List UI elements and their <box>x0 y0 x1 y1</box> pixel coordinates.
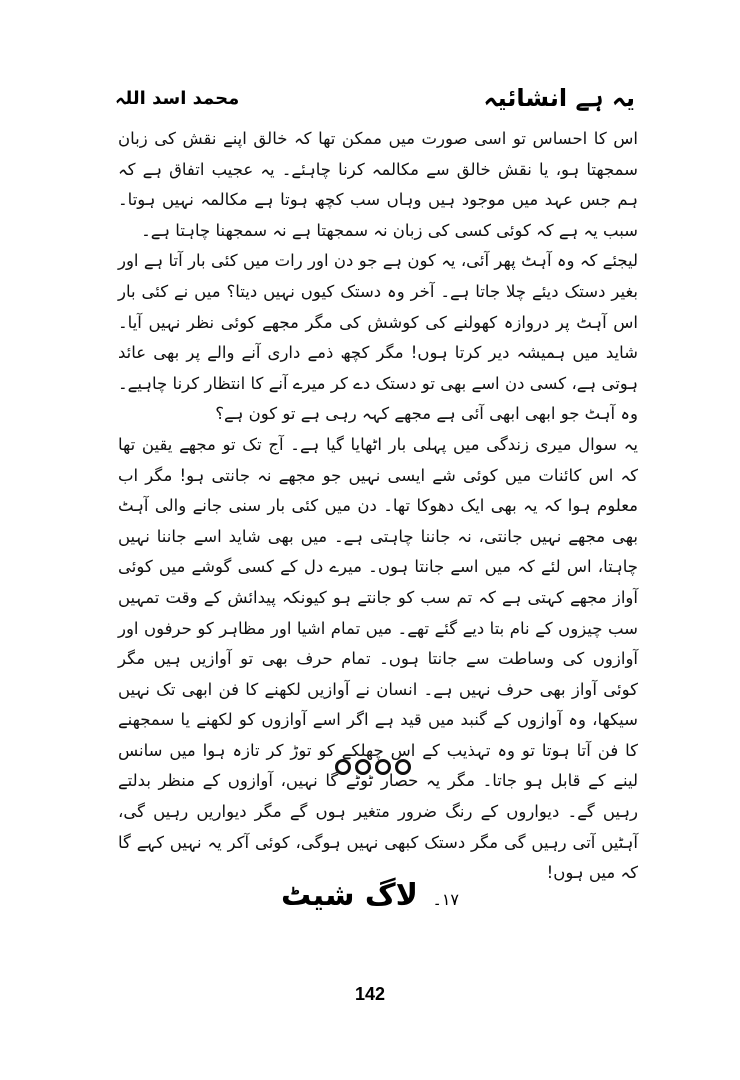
ring-icon <box>395 759 411 775</box>
paragraph: اس کا احساس تو اسی صورت میں ممکن تھا کہ خالق اپنے نقش کی زبان سمجھتا ہو، یا نقش خالق سے مکالمہ کرنا چاہئے۔ یہ عجیب اتفاق ہے کہ ہم جس عہد میں موجود ہیں وہاں سب کچھ ہوتا ہے مکالمہ نہیں ہوتا۔ سبب یہ ہے کہ کوئی کسی کی زبان نہ سمجھتا ہے نہ سمجھنا چاہتا ہے۔ <box>118 129 638 240</box>
ring-icon <box>355 759 371 775</box>
page-number: 142 <box>354 984 386 1004</box>
next-essay-heading <box>230 878 510 938</box>
paragraph: لیجئے کہ وہ آہٹ پھر آئی، یہ کون ہے جو دن اور رات میں کئی بار آتا ہے اور بغیر دستک دیئے چلا جاتا ہے۔ آخر وہ دستک کیوں نہیں دیتا؟ میں نے کئی بار اس آہٹ پر دروازہ کھولنے کی کوشش کی مگر مجھے کوئی نظر نہیں آیا۔ شاید میں ہمیشہ دیر کرتا ہوں! مگر کچھ ذمے داری آنے والے پر بھی عائد ہوتی ہے، کسی دن اسے بھی تو دستک دے کر میرے آنے کا انتظار کرنا چاہیے۔ وہ آہٹ جو ابھی ابھی آئی ہے مجھے کہہ رہی ہے تو کون ہے؟ <box>118 251 638 424</box>
author-name: محمد اسد اللہ <box>115 88 240 109</box>
page-header <box>115 84 635 120</box>
ring-icon <box>335 759 351 775</box>
essay-number: ۱۷۔ <box>432 890 460 909</box>
paragraph: یہ سوال میری زندگی میں پہلی بار اٹھایا گیا ہے۔ آج تک تو مجھے یقین تھا کہ اس کائنات میں کوئی شے ایسی نہیں جو مجھے نہ جانتی ہو! مگر اب معلوم ہوا کہ یہ بھی ایک دھوکا تھا۔ دن میں کئی بار سنی جانے والی آہٹ بھی مجھے نہیں جانتی، نہ جاننا چاہتی ہے۔ میں بھی شاید اسے جاننا نہیں چاہتا، اس لئے کہ میں اسے جانتا ہوں۔ میرے دل کے کسی گوشے میں کوئی آواز مجھے کہتی ہے کہ تم سب کو جانتے ہو کیونکہ پیدائش کے وقت تمہیں سب چیزوں کے نام بتا دیے گئے تھے۔ میں تمام اشیا اور مظاہر کو حرفوں اور آوازوں کی وساطت سے جانتا ہوں۔ تمام حرف بھی تو آوازیں ہیں مگر کوئی آواز بھی حرف نہیں ہے۔ انسان نے آوازیں لکھنے کا فن ابھی تک نہیں سیکھا، وہ آوازوں کے گنبد میں قید ہے اگر اسے آوازوں کو لکھنے یا سمجھنے کا فن آتا ہوتا تو وہ تہذیب کے اس چھلکے کو توڑ کر تازہ ہوا میں سانس لینے کے قابل ہو جاتا۔ مگر یہ حصار ٹوٹے گا نہیں، آوازوں کے منظر بدلتے رہیں گے۔ دیواروں کے رنگ ضرور متغیر ہوں گے مگر دیواریں رہیں گی، آہٹیں آتی رہیں گی مگر دستک کبھی نہیں ہوگی، کوئی آکر یہ نہیں کہے گا کہ میں ہوں! <box>118 434 638 883</box>
essay-title: لاگ شیٹ <box>280 878 418 913</box>
essay-collection-title: یہ ہے انشائیہ <box>483 84 635 112</box>
section-end-ornament <box>318 752 428 782</box>
ring-icon <box>375 759 391 775</box>
